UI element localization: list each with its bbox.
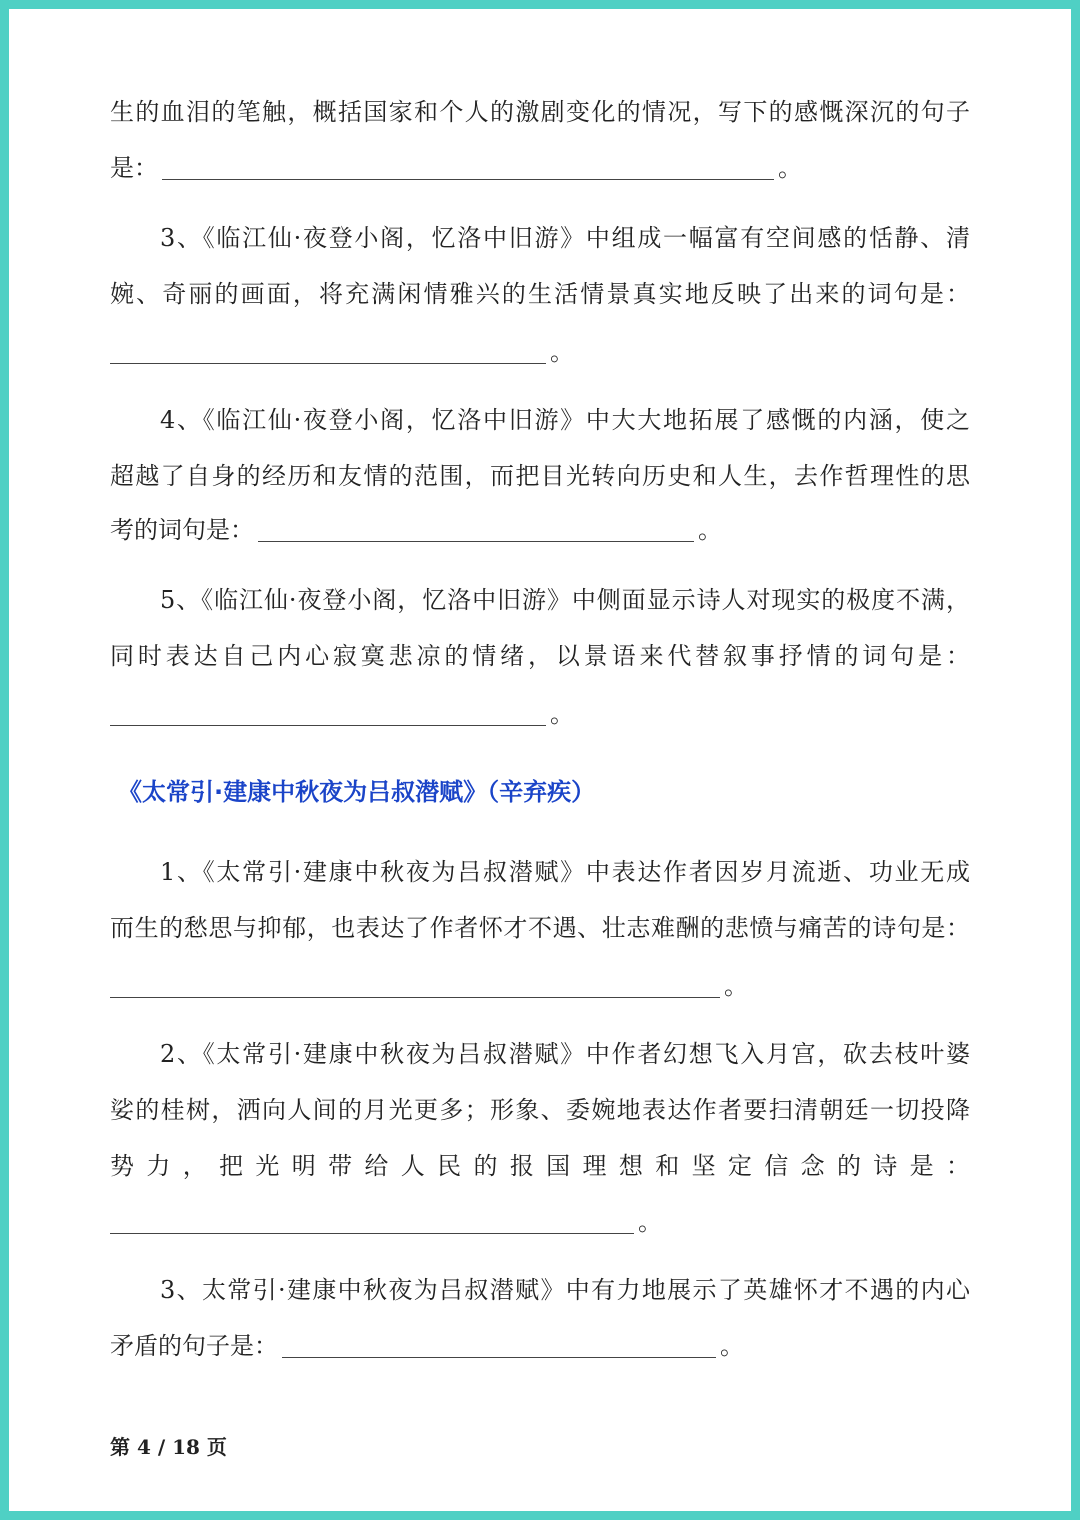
text-fragment: 。 — [778, 154, 802, 182]
question-line: 4、《临江仙·夜登小阁，忆洛中旧游》中大大地拓展了感慨的内涵，使之 — [160, 406, 970, 434]
answer-blank[interactable] — [110, 699, 546, 726]
text-fragment: 。 — [724, 972, 748, 1000]
answer-blank[interactable] — [162, 153, 774, 180]
answer-blank[interactable] — [110, 1207, 634, 1234]
text-line: 娑的桂树，洒向人间的月光更多；形象、委婉地表达作者要扫清朝廷一切投降 — [110, 1096, 970, 1124]
text-fragment: 考的词句是： — [110, 516, 254, 544]
text-fragment: 。 — [698, 516, 722, 544]
text-fragment: 。 — [638, 1208, 662, 1236]
answer-line — [110, 332, 574, 372]
text-line: 超越了自身的经历和友情的范围，而把目光转向历史和人生，去作哲理性的思 — [110, 462, 970, 490]
text-line: 生的血泪的笔触，概括国家和个人的激剧变化的情况，写下的感慨深沉的句子 — [110, 98, 970, 126]
answer-line — [110, 510, 722, 550]
answer-line — [110, 1202, 662, 1242]
question-line: 2、《太常引·建康中秋夜为吕叔潜赋》中作者幻想飞入月宫，砍去枝叶婆 — [160, 1040, 970, 1068]
answer-blank[interactable] — [282, 1331, 716, 1358]
answer-line — [110, 966, 748, 1006]
text-fragment: 。 — [550, 700, 574, 728]
question-line: 5、《临江仙·夜登小阁，忆洛中旧游》中侧面显示诗人对现实的极度不满， — [160, 586, 970, 614]
page-number: 第 4 / 18 页 — [110, 1435, 227, 1459]
text-fragment: 矛盾的句子是： — [110, 1332, 278, 1360]
text-line: 而生的愁思与抑郁，也表达了作者怀才不遇、壮志难酬的悲愤与痛苦的诗句是： — [110, 914, 970, 942]
text-line: 势力，把光明带给人民的报国理想和坚定信念的诗是： — [110, 1152, 970, 1180]
section-heading: 《太常引·建康中秋夜为吕叔潜赋》（辛弃疾） — [118, 778, 596, 806]
answer-line — [110, 148, 802, 188]
text-fragment: 。 — [550, 338, 574, 366]
text-fragment: 是： — [110, 154, 158, 182]
answer-blank[interactable] — [258, 515, 694, 542]
answer-line — [110, 694, 574, 734]
answer-line — [110, 1326, 744, 1366]
question-line: 1、《太常引·建康中秋夜为吕叔潜赋》中表达作者因岁月流逝、功业无成 — [160, 858, 970, 886]
answer-blank[interactable] — [110, 971, 720, 998]
question-line: 3、太常引·建康中秋夜为吕叔潜赋》中有力地展示了英雄怀才不遇的内心 — [160, 1276, 970, 1304]
text-line: 同时表达自己内心寂寞悲凉的情绪，以景语来代替叙事抒情的词句是： — [110, 642, 970, 670]
text-fragment: 。 — [720, 1332, 744, 1360]
answer-blank[interactable] — [110, 337, 546, 364]
question-line: 3、《临江仙·夜登小阁，忆洛中旧游》中组成一幅富有空间感的恬静、清 — [160, 224, 970, 252]
text-line: 婉、奇丽的画面，将充满闲情雅兴的生活情景真实地反映了出来的词句是： — [110, 280, 970, 308]
